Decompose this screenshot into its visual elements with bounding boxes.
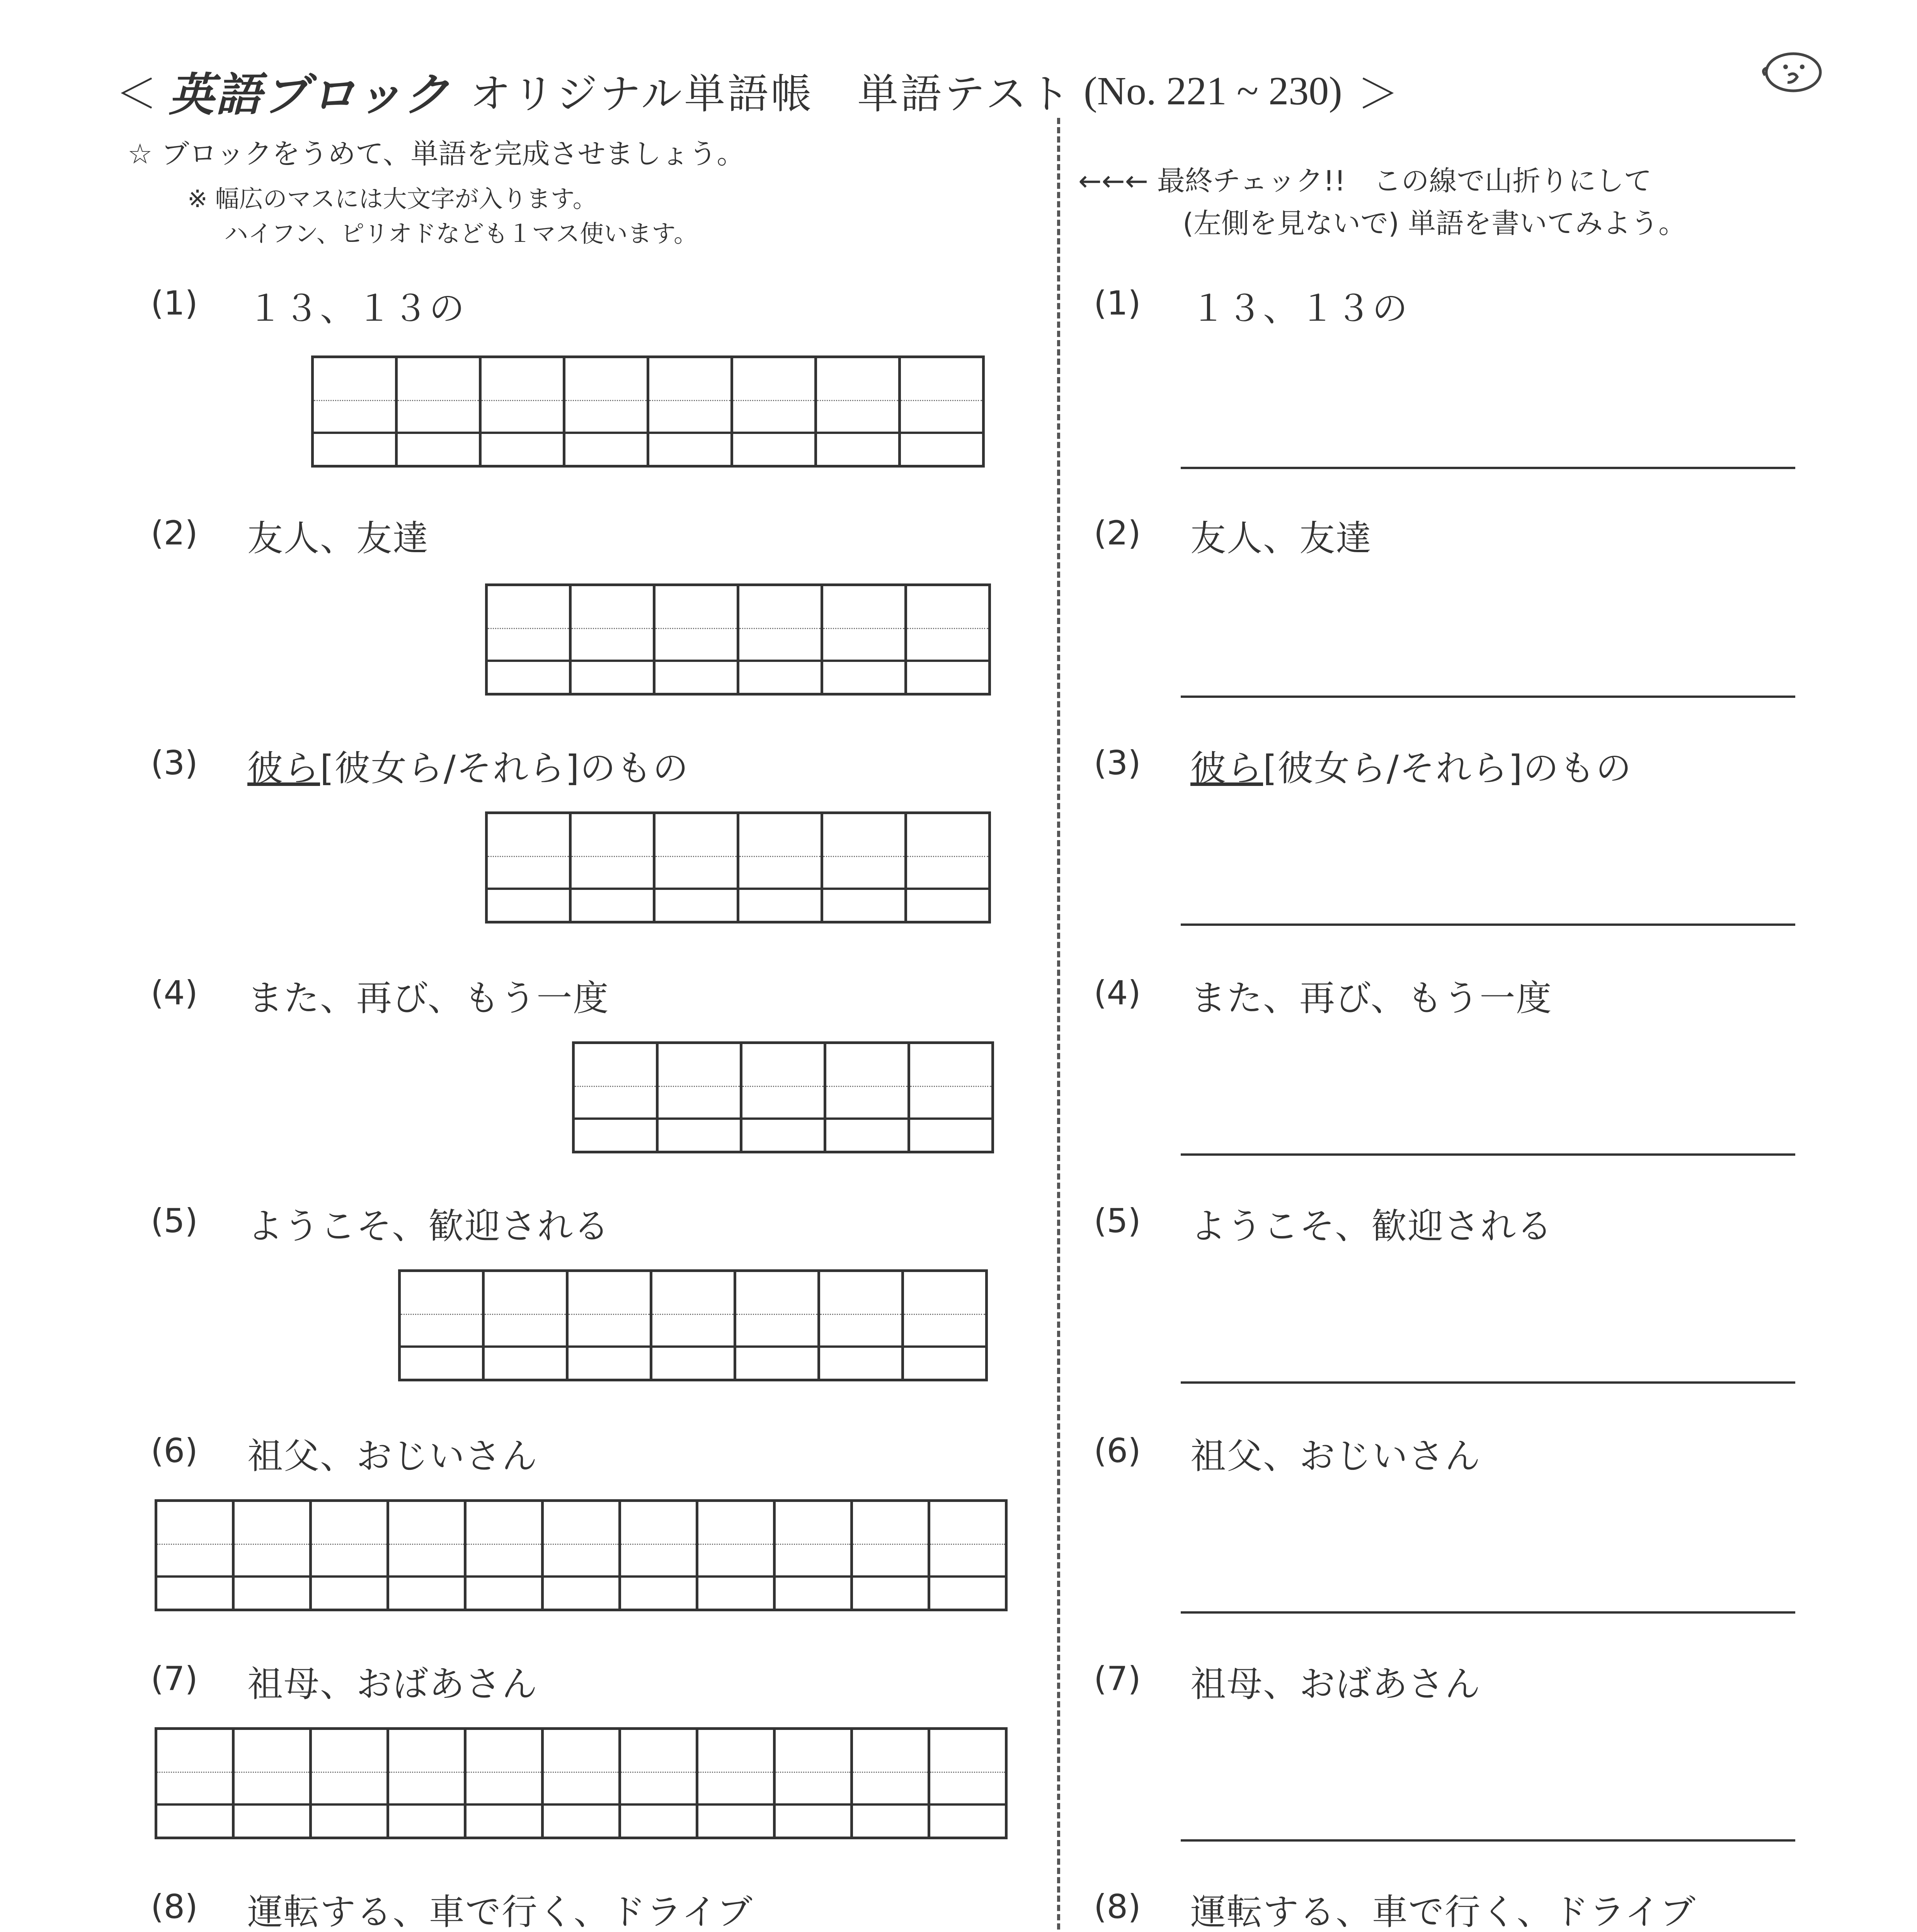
question-number: (7): [1094, 1660, 1141, 1698]
baseline: [312, 1575, 386, 1578]
guide-line-dotted: [652, 1314, 734, 1315]
letter-block[interactable]: [398, 355, 482, 468]
question-text: 運転する、車で行く、ドライブ: [247, 1891, 753, 1932]
guide-line-dotted: [655, 628, 737, 629]
question-text: ようこそ、歓迎される: [247, 1206, 610, 1247]
question-text: [247, 740, 689, 791]
answer-grid: [155, 1727, 1008, 1839]
baseline: [930, 1803, 1005, 1806]
baseline: [823, 660, 904, 662]
guide-line-dotted: [907, 628, 988, 629]
baseline: [907, 660, 988, 662]
question-text-rest: [彼女ら/それら]のもの: [1263, 748, 1632, 789]
guide-line-dotted: [853, 1772, 928, 1773]
answer-line[interactable]: [1181, 1153, 1795, 1156]
baseline: [698, 1575, 773, 1578]
letter-block[interactable]: [575, 1041, 659, 1153]
baseline: [739, 660, 821, 662]
guide-line-dotted: [820, 1314, 901, 1315]
question-text: 祖母、おばあさん: [1190, 1663, 1481, 1705]
baseline: [776, 1803, 850, 1806]
question-number: (5): [1094, 1202, 1141, 1240]
question-number: (8): [1094, 1888, 1141, 1926]
letter-block[interactable]: [930, 1499, 1008, 1611]
guide-line-dotted: [853, 1544, 928, 1545]
guide-line-dotted: [572, 628, 653, 629]
guide-line-dotted: [736, 1314, 817, 1315]
question-text: 祖父、おじいさん: [1190, 1435, 1481, 1477]
instruction-main: ☆ ブロックをうめて、単語を完成させましょう。: [128, 138, 745, 170]
guide-line-dotted: [655, 856, 737, 857]
baseline: [817, 432, 898, 434]
title-close-bracket: ＞: [1357, 70, 1399, 118]
guide-line-dotted: [389, 1772, 464, 1773]
guide-line-dotted: [466, 1544, 541, 1545]
guide-line-dotted: [401, 1314, 482, 1315]
baseline: [655, 888, 737, 890]
baseline: [572, 660, 653, 662]
letter-block[interactable]: [739, 583, 823, 696]
guide-line-dotted: [544, 1544, 618, 1545]
question-number: (2): [1094, 514, 1141, 553]
question-number: (1): [1094, 284, 1141, 323]
letter-block[interactable]: [853, 1727, 930, 1839]
baseline: [482, 432, 563, 434]
instruction-note-2: ハイフン、ピリオドなども１マス使います。: [224, 219, 698, 248]
page-title: [116, 58, 1399, 124]
guide-line-dotted: [739, 628, 821, 629]
question-number: (6): [151, 1432, 198, 1470]
guide-line-dotted: [389, 1544, 464, 1545]
guide-line-dotted: [312, 1772, 386, 1773]
question-text: [1190, 740, 1632, 791]
guide-line-dotted: [930, 1544, 1005, 1545]
baseline: [621, 1575, 696, 1578]
guide-line-dotted: [776, 1544, 850, 1545]
baseline: [312, 1803, 386, 1806]
guide-line-dotted: [904, 1314, 985, 1315]
answer-line[interactable]: [1181, 696, 1795, 698]
guide-line-dotted: [485, 1314, 566, 1315]
question-number: (1): [151, 284, 198, 323]
guide-line-dotted: [910, 1086, 991, 1087]
baseline: [621, 1803, 696, 1806]
guide-line-dotted: [565, 400, 647, 401]
final-check-line-2: (左側を見ないで) 単語を書いてみよう。: [1183, 207, 1687, 240]
letter-block[interactable]: [823, 811, 907, 923]
letter-block[interactable]: [776, 1499, 853, 1611]
question-number: (7): [151, 1660, 198, 1698]
question-number: (4): [151, 974, 198, 1012]
question-text: 祖父、おじいさん: [247, 1435, 538, 1477]
answer-grid: [485, 583, 991, 696]
guide-line-dotted: [572, 856, 653, 857]
letter-block[interactable]: [823, 583, 907, 696]
letter-block[interactable]: [389, 1499, 466, 1611]
letter-block[interactable]: [569, 1269, 652, 1381]
letter-block[interactable]: [930, 1727, 1008, 1839]
letter-block[interactable]: [655, 583, 739, 696]
question-number: (3): [1094, 744, 1141, 782]
answer-grid: [311, 355, 985, 468]
question-text: 友人、友達: [1190, 518, 1372, 559]
guide-line-dotted: [575, 1086, 656, 1087]
question-number: (3): [151, 744, 198, 782]
letter-block[interactable]: [655, 811, 739, 923]
letter-block[interactable]: [817, 355, 901, 468]
baseline: [853, 1575, 928, 1578]
baseline: [736, 1345, 817, 1348]
letter-block[interactable]: [733, 355, 817, 468]
baseline: [910, 1117, 991, 1120]
letter-block[interactable]: [235, 1499, 312, 1611]
question-text: ようこそ、歓迎される: [1190, 1206, 1553, 1247]
baseline: [572, 888, 653, 890]
baseline: [930, 1575, 1005, 1578]
letter-block[interactable]: [826, 1041, 910, 1153]
baseline: [485, 1345, 566, 1348]
baseline: [655, 660, 737, 662]
baseline: [398, 432, 479, 434]
letter-block[interactable]: [621, 1727, 698, 1839]
question-text: また、再び、もう一度: [247, 978, 609, 1019]
baseline: [575, 1117, 656, 1120]
guide-line-dotted: [312, 1544, 386, 1545]
baseline: [389, 1803, 464, 1806]
letter-block[interactable]: [565, 355, 649, 468]
baseline: [820, 1345, 901, 1348]
baseline: [544, 1575, 618, 1578]
baseline: [544, 1803, 618, 1806]
letter-block[interactable]: [659, 1041, 742, 1153]
guide-line-dotted: [544, 1772, 618, 1773]
answer-line[interactable]: [1181, 1839, 1795, 1842]
guide-line-dotted: [466, 1772, 541, 1773]
baseline: [235, 1575, 309, 1578]
letter-block[interactable]: [488, 811, 572, 923]
baseline: [901, 432, 982, 434]
guide-line-dotted: [314, 400, 395, 401]
letter-block[interactable]: [652, 1269, 736, 1381]
guide-line-dotted: [698, 1544, 773, 1545]
question-text: 運転する、車で行く、ドライブ: [1190, 1891, 1696, 1932]
baseline: [739, 888, 821, 890]
letter-block[interactable]: [776, 1727, 853, 1839]
baseline: [904, 1345, 985, 1348]
answer-grid: [572, 1041, 994, 1153]
question-text: １３、１３の: [247, 288, 466, 329]
letter-block[interactable]: [488, 583, 572, 696]
question-text: 友人、友達: [247, 518, 429, 559]
guide-line-dotted: [733, 400, 814, 401]
guide-line-dotted: [398, 400, 479, 401]
letter-block[interactable]: [820, 1269, 904, 1381]
letter-block[interactable]: [482, 355, 565, 468]
guide-line-dotted: [157, 1544, 232, 1545]
answer-grid: [155, 1499, 1008, 1611]
title-open-bracket: ＜: [116, 70, 157, 118]
question-number: (4): [1094, 974, 1141, 1012]
answer-grid: [398, 1269, 988, 1381]
question-number: (6): [1094, 1432, 1141, 1470]
question-text: 祖母、おばあさん: [247, 1663, 538, 1705]
answer-line[interactable]: [1181, 467, 1795, 469]
guide-line-dotted: [621, 1544, 696, 1545]
letter-block[interactable]: [736, 1269, 820, 1381]
letter-block[interactable]: [389, 1727, 466, 1839]
letter-block[interactable]: [157, 1499, 235, 1611]
letter-block[interactable]: [910, 1041, 994, 1153]
guide-line-dotted: [659, 1086, 740, 1087]
instruction-note-1: ※ 幅広のマスには大文字が入ります。: [187, 185, 597, 213]
letter-block[interactable]: [157, 1727, 235, 1839]
baseline: [742, 1117, 824, 1120]
letter-block[interactable]: [401, 1269, 485, 1381]
letter-block[interactable]: [907, 811, 991, 923]
baseline: [157, 1803, 232, 1806]
guide-line-dotted: [698, 1772, 773, 1773]
answer-line[interactable]: [1181, 1381, 1795, 1384]
baseline: [488, 660, 569, 662]
baseline: [565, 432, 647, 434]
letter-block[interactable]: [466, 1499, 544, 1611]
letter-block[interactable]: [314, 355, 398, 468]
guide-line-dotted: [235, 1544, 309, 1545]
baseline: [466, 1803, 541, 1806]
letter-block[interactable]: [649, 355, 733, 468]
baseline: [235, 1803, 309, 1806]
title-range: (No. 221 ~ 230): [1084, 68, 1342, 113]
guide-line-dotted: [823, 856, 904, 857]
baseline: [823, 888, 904, 890]
letter-block[interactable]: [621, 1499, 698, 1611]
baseline: [649, 432, 730, 434]
guide-line-dotted: [907, 856, 988, 857]
answer-line[interactable]: [1181, 1611, 1795, 1614]
answer-grid: [485, 811, 991, 923]
guide-line-dotted: [776, 1772, 850, 1773]
baseline: [157, 1575, 232, 1578]
baseline: [466, 1575, 541, 1578]
guide-line-dotted: [157, 1772, 232, 1773]
baseline: [569, 1345, 650, 1348]
guide-line-dotted: [930, 1772, 1005, 1773]
guide-line-dotted: [817, 400, 898, 401]
question-text-underlined: 彼ら: [1190, 748, 1263, 789]
baseline: [652, 1345, 734, 1348]
letter-block[interactable]: [544, 1727, 621, 1839]
letter-block[interactable]: [312, 1727, 389, 1839]
guide-line-dotted: [901, 400, 982, 401]
guide-line-dotted: [823, 628, 904, 629]
letter-block[interactable]: [698, 1499, 776, 1611]
baseline: [776, 1575, 850, 1578]
guide-line-dotted: [488, 628, 569, 629]
question-number: (5): [151, 1202, 198, 1240]
baseline: [389, 1575, 464, 1578]
letter-block[interactable]: [907, 583, 991, 696]
baseline: [733, 432, 814, 434]
guide-line-dotted: [742, 1086, 824, 1087]
letter-block[interactable]: [544, 1499, 621, 1611]
question-text: １３、１３の: [1190, 288, 1409, 329]
guide-line-dotted: [739, 856, 821, 857]
question-number: (2): [151, 514, 198, 553]
baseline: [659, 1117, 740, 1120]
letter-block[interactable]: [572, 583, 655, 696]
answer-line[interactable]: [1181, 923, 1795, 926]
guide-line-dotted: [649, 400, 730, 401]
question-text-underlined: 彼ら: [247, 748, 320, 789]
baseline: [853, 1803, 928, 1806]
baseline: [314, 432, 395, 434]
letter-block[interactable]: [485, 1269, 569, 1381]
baseline: [907, 888, 988, 890]
letter-block[interactable]: [235, 1727, 312, 1839]
final-check-line-1: ←←← 最終チェック!! この線で山折りにして: [1078, 165, 1652, 197]
baseline: [698, 1803, 773, 1806]
guide-line-dotted: [621, 1772, 696, 1773]
letter-block[interactable]: [739, 811, 823, 923]
letter-block[interactable]: [901, 355, 985, 468]
letter-block[interactable]: [904, 1269, 988, 1381]
fold-line: [1057, 118, 1060, 1932]
question-text: また、再び、もう一度: [1190, 978, 1553, 1019]
brand-logo: 英語ブロック: [169, 68, 451, 121]
letter-block[interactable]: [312, 1499, 389, 1611]
letter-block[interactable]: [572, 811, 655, 923]
baseline: [488, 888, 569, 890]
guide-line-dotted: [482, 400, 563, 401]
guide-line-dotted: [569, 1314, 650, 1315]
baseline: [401, 1345, 482, 1348]
baseline: [826, 1117, 907, 1120]
title-text: オリジナル単語帳 単語テスト: [470, 70, 1073, 118]
letter-block[interactable]: [853, 1499, 930, 1611]
guide-line-dotted: [826, 1086, 907, 1087]
guide-line-dotted: [235, 1772, 309, 1773]
question-text-rest: [彼女ら/それら]のもの: [320, 748, 689, 789]
letter-block[interactable]: [466, 1727, 544, 1839]
letter-block[interactable]: [742, 1041, 826, 1153]
guide-line-dotted: [488, 856, 569, 857]
question-number: (8): [151, 1888, 198, 1926]
smiley-face-icon: [1757, 44, 1826, 99]
letter-block[interactable]: [698, 1727, 776, 1839]
